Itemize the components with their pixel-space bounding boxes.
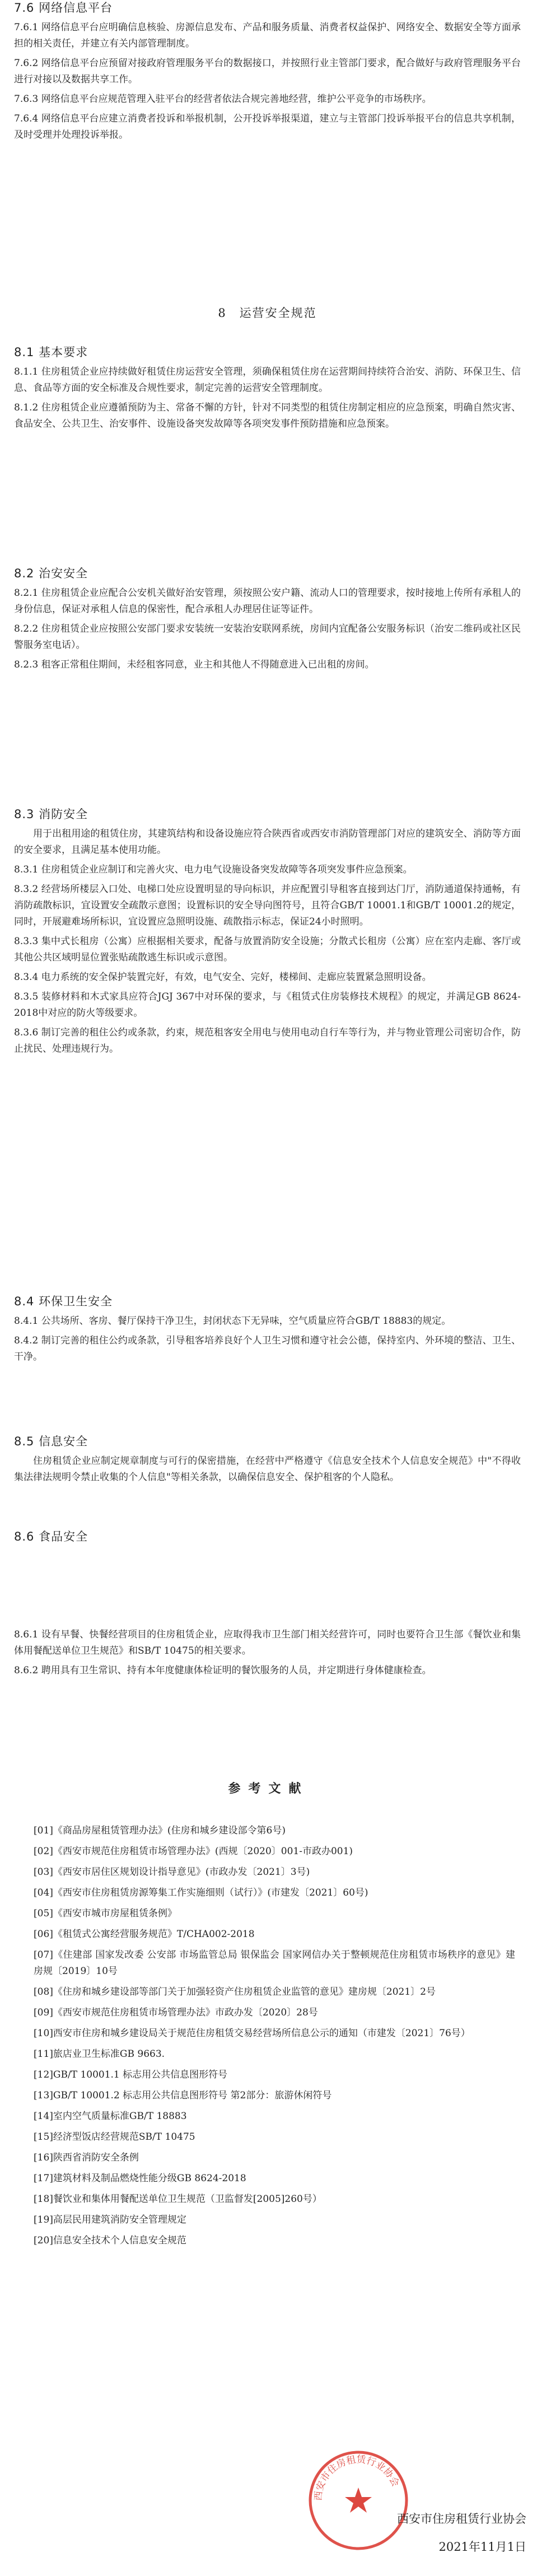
paragraph: 8.3.6 制订完善的租住公约或条款，约束，规范租客安全用电与使用电动自行车等行为，并与物业管理公司密切合作，防止扰民、处理违规行为。 (14, 1027, 521, 1054)
reference-item: [16]陕西省消防安全条例 (34, 2152, 139, 2163)
reference-item: [03]《西安市居住区规划设计指导意见》(市政办发〔2021〕3号) (34, 1866, 310, 1878)
paragraph: 7.6.1 网络信息平台应明确信息核验、房源信息发布、产品和服务质量、消费者权益保护、网络安全、数据安全等方面承担的相关责任，并建立有关内部管理制度。 (14, 22, 521, 49)
section-heading: 7.6 网络信息平台 (14, 1, 113, 15)
reference-item: [20]信息安全技术个人信息安全规范 (34, 2235, 186, 2246)
paragraph: 8.3.4 电力系统的安全保护装置完好，有效，电气安全、完好，楼梯间、走廊应装置紧急照明设备。 (14, 972, 432, 983)
reference-item: [15]经济型饭店经营规范SB/T 10475 (34, 2131, 195, 2143)
reference-item: [14]室内空气质量标准GB/T 18883 (34, 2111, 187, 2122)
chapter-8 (14, 305, 521, 321)
section-8-1 (14, 344, 521, 436)
paragraph: 8.1.1 住房租赁企业应持续做好租赁住房运营安全管理，须确保租赁住房在运营期间持续符合治安、消防、环保卫生、信息、食品等方面的安全标准及合规性要求，制定完善的运营安全管理制度。 (14, 366, 521, 394)
paragraph: 7.6.2 网络信息平台应预留对接政府管理服务平台的数据接口，并按照行业主管部门要求，配合做好与政府管理服务平台进行对接以及数据共享工作。 (14, 58, 521, 85)
section-8-5 (14, 1434, 521, 1489)
reference-item: [18]餐饮业和集体用餐配送单位卫生规范（卫监督发[2005]260号） (34, 2194, 322, 2205)
section-8-2 (14, 566, 521, 676)
paragraph: 8.4.2 制订完善的租住公约或条款，引导租客培养良好个人卫生习惯和遵守社会公德，保持室内、外环境的整洁、卫生、干净。 (14, 1335, 521, 1362)
reference-item: [10]西安市住房和城乡建设局关于规范住房租赁交易经营场所信息公示的通知（市建发〔2021〕76号） (34, 2028, 470, 2039)
section-heading: 8.3 消防安全 (14, 808, 88, 821)
section-7-6 (14, 0, 521, 147)
section-8-6 (14, 1627, 521, 1682)
paragraph: 8.2.3 租客正常租住期间，未经租客同意，业主和其他人不得随意进入已出租的房间。 (14, 659, 375, 670)
reference-item: [17]建筑材料及制品燃烧性能分级GB 8624-2018 (34, 2173, 246, 2184)
paragraph: 8.3.1 住房租赁企业应制订和完善火灾、电力电气设施设备突发故障等各项突发事件应急预案。 (14, 864, 413, 875)
chapter-title: 8 运营安全规范 (218, 306, 317, 320)
reference-item: [12]GB/T 10001.1 标志用公共信息图形符号 (34, 2069, 228, 2080)
reference-item: [05]《西安市城市房屋租赁条例》 (34, 1908, 177, 1919)
signature-org: 西安市住房租赁行业协会 (397, 2512, 526, 2526)
paragraph: 用于出租用途的租赁住房，其建筑结构和设备设施应符合陕西省或西安市消防管理部门对应的建筑安全、消防等方面的安全要求，且满足基本使用功能。 (14, 828, 521, 856)
section-8-4 (14, 1294, 521, 1369)
paragraph: 7.6.4 网络信息平台应建立消费者投诉和举报机制，公开投诉举报渠道，建立与主管部门投诉举报平台的信息共享机制，及时受理并处理投诉举报。 (14, 113, 521, 141)
section-heading: 8.6 食品安全 (14, 1530, 88, 1543)
references-title: 参考文献 (228, 1781, 309, 1796)
reference-item: [06]《租赁式公寓经营服务规范》T/CHA002-2018 (34, 1929, 255, 1940)
section-heading: 8.2 治安安全 (14, 567, 88, 580)
reference-item: [09]《西安市规范住房租赁市场管理办法》市政办发〔2020〕28号 (34, 2007, 318, 2018)
reference-item: [08]《住房和城乡建设部等部门关于加强轻资产住房租赁企业监管的意见》建房规〔2021〕2号 (34, 1986, 436, 1998)
references-list (34, 1823, 515, 2253)
reference-item: [02]《西安市规范住房租赁市场管理办法》(西规〔2020〕001-市政办001) (34, 1846, 353, 1857)
paragraph: 8.3.5 装修材料和木式家具应符合JGJ 367中对环保的要求，与《租赁式住房装修技术规程》的规定，并满足GB 8624-2018中对应的防火等级要求。 (14, 991, 521, 1019)
paragraph: 8.4.1 公共场所、客房、餐厅保持干净卫生，封闭状态下无异味，空气质量应符合GB/T 18883的规定。 (14, 1315, 451, 1327)
section-heading: 8.4 环保卫生安全 (14, 1295, 113, 1308)
signature-date: 2021年11月1日 (438, 2540, 526, 2554)
reference-item: [13]GB/T 10001.2 标志用公共信息图形符号 第2部分：旅游休闲符号 (34, 2090, 332, 2101)
paragraph: 8.2.1 住房租赁企业应配合公安机关做好治安管理，须按照公安户籍、流动人口的管理要求，按时接地上传所有承租人的身份信息，保证对承租人信息的保密性，配合承租人办理居住证等证件。 (14, 587, 521, 615)
reference-item: [19]高层民用建筑消防安全管理规定 (34, 2214, 186, 2225)
reference-item: [01]《商品房屋租赁管理办法》(住房和城乡建设部令第6号) (34, 1825, 286, 1836)
reference-item: [07]《住建部 国家发改委 公安部 市场监管总局 银保监会 国家网信办关于整顿规范住房租赁市场秩序的意见》建房规〔2019〕10号 (34, 1949, 515, 1977)
paragraph: 8.3.3 集中式长租房（公寓）应根据相关要求，配备与放置消防安全设施；分散式长租房（公寓）应在室内走廊、客厅或其他公共区域明显位置张贴疏散逃生标识或示意图。 (14, 936, 521, 963)
paragraph: 8.2.2 住房租赁企业应按照公安部门要求安装统一安装治安联网系统，房间内宜配备公安服务标识（治安二维码或社区民警服务室电话）。 (14, 623, 521, 651)
paragraph: 7.6.3 网络信息平台应规范管理入驻平台的经营者依法合规完善地经营，维护公平竞争的市场秩序。 (14, 94, 432, 105)
paragraph: 8.3.2 经营场所楼层入口处、电梯口处应设置明显的导向标识，并应配置引导租客直接到达门厅，消防通道保持通畅，有消防疏散标识，宜设置安全疏散示意图；设置标识的安全导向图符号，且符合GB/T 10001.1和GB/T 10001.2的规定，同时，开展避难场所标识，宜设置应急照明设施、疏散指示标志，保证24小时照明。 (14, 884, 521, 927)
section-8-3 (14, 806, 521, 1061)
section-heading: 8.1 基本要求 (14, 346, 88, 359)
paragraph: 8.6.1 设有早餐、快餐经营项目的住房租赁企业，应取得我市卫生部门相关经营许可，同时也要符合卫生部《餐饮业和集体用餐配送单位卫生规范》和SB/T 10475的相关要求。 (14, 1629, 521, 1656)
paragraph: 8.1.2 住房租赁企业应遵循预防为主、常备不懈的方针，针对不同类型的租赁住房制定相应的应急预案，明确自然灾害、食品安全、公共卫生、治安事件、设施设备突发故障等各项突发事件预防措施和应急预案。 (14, 402, 521, 430)
svg-text:西安市住房租赁行业协会: 西安市住房租赁行业协会 (312, 2454, 401, 2502)
paragraph: 住房租赁企业应制定规章制度与可行的保密措施，在经营中严格遵守《信息安全技术个人信息安全规范》中"不得收集法律法规明令禁止收集的个人信息"等相关条款，以确保信息安全、保护租客的个人隐私。 (14, 1455, 521, 1483)
reference-item: [11]旅店业卫生标准GB 9663. (34, 2048, 165, 2060)
section-heading: 8.5 信息安全 (14, 1435, 88, 1448)
reference-item: [04]《西安市住房租赁房源筹集工作实施细则（试行）》(市建发〔2021〕60号) (34, 1887, 368, 1898)
paragraph: 8.6.2 聘用具有卫生常识、持有本年度健康体检证明的餐饮服务的人员，并定期进行身体健康检查。 (14, 1665, 432, 1676)
section-8-6-heading (14, 1529, 521, 1548)
